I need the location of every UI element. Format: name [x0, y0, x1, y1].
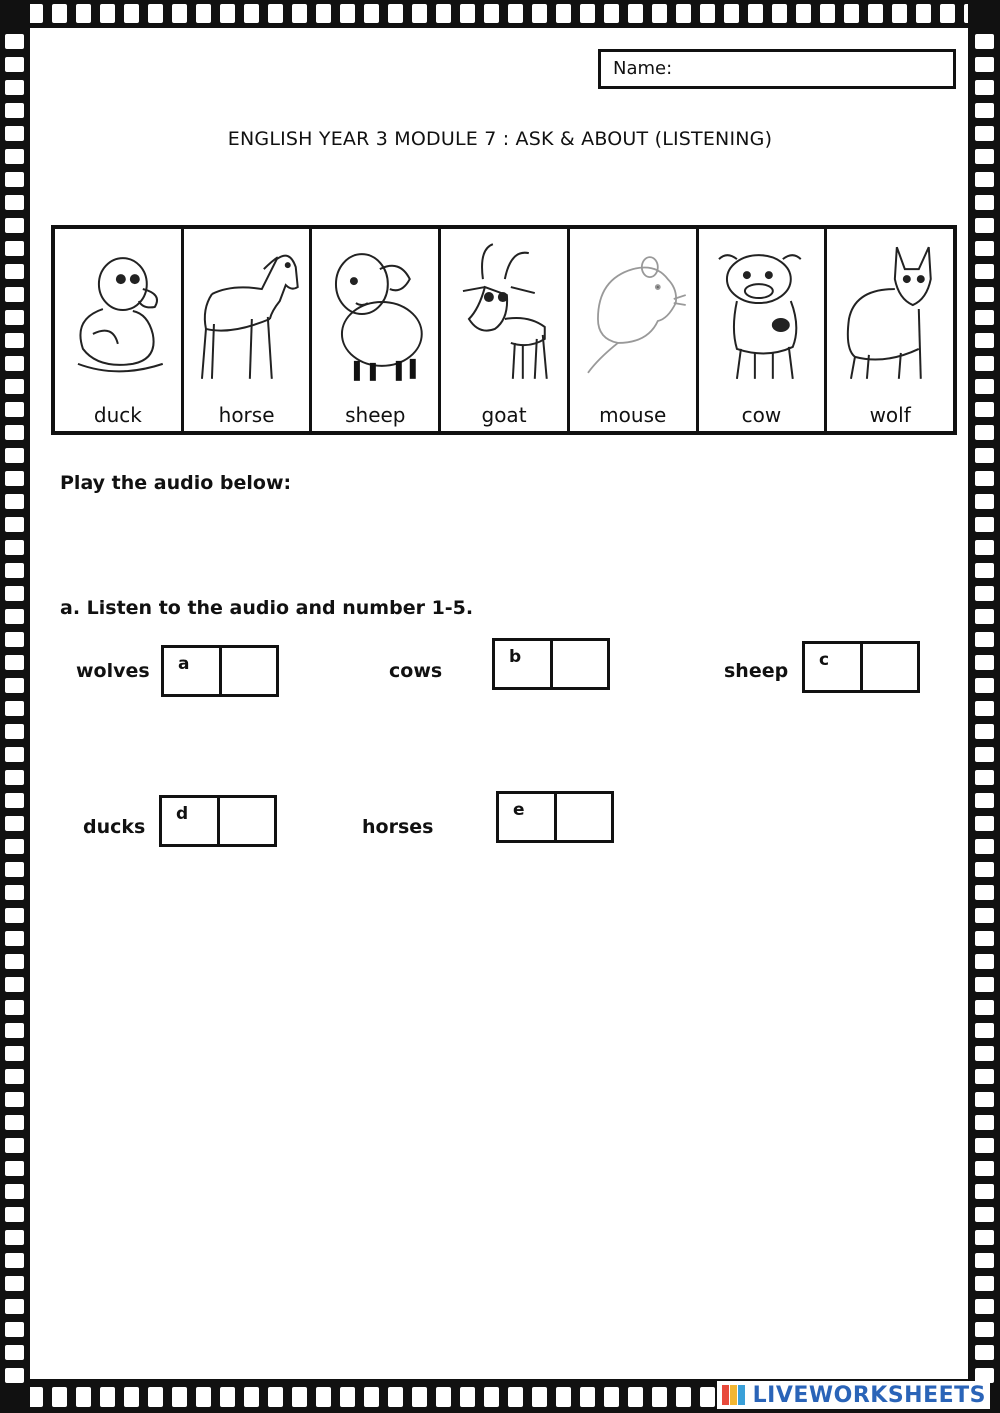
word-sheep: sheep — [724, 660, 789, 682]
left-border-decoration — [0, 0, 30, 1413]
animal-picture-strip — [51, 225, 957, 435]
animal-label: goat — [481, 403, 527, 427]
answer-letter: c — [805, 644, 863, 690]
cow-icon — [707, 235, 817, 393]
answer-input-e[interactable] — [557, 794, 611, 840]
name-label: Name: — [613, 58, 673, 79]
liveworksheets-watermark — [717, 1381, 990, 1409]
animal-label: mouse — [599, 403, 667, 427]
right-border-decoration — [968, 0, 1000, 1413]
answer-box-a — [161, 645, 279, 697]
animal-card-wolf — [827, 229, 953, 431]
animal-card-sheep — [312, 229, 441, 431]
answer-letter: e — [499, 794, 557, 840]
answer-box-e — [496, 791, 614, 843]
animal-label: horse — [218, 403, 275, 427]
word-horses: horses — [362, 816, 434, 838]
word-ducks: ducks — [83, 816, 146, 838]
watermark-text: LIVEWORKSHEETS — [752, 1382, 986, 1408]
answer-box-b — [492, 638, 610, 690]
animal-card-goat — [441, 229, 570, 431]
answer-box-c — [802, 641, 920, 693]
name-field[interactable] — [598, 49, 956, 89]
answer-letter: a — [164, 648, 222, 694]
horse-icon — [192, 235, 302, 393]
word-cows: cows — [389, 660, 443, 682]
answer-letter: b — [495, 641, 553, 687]
animal-card-mouse — [570, 229, 699, 431]
animal-label: duck — [93, 403, 142, 427]
animal-card-duck — [55, 229, 184, 431]
task-a-instruction: a. Listen to the audio and number 1-5. — [60, 597, 474, 619]
top-border-decoration — [0, 0, 1000, 28]
animal-label: wolf — [869, 403, 911, 427]
word-wolves: wolves — [76, 660, 150, 682]
goat-icon — [449, 235, 559, 393]
play-audio-instruction: Play the audio below: — [60, 472, 292, 494]
answer-letter: d — [162, 798, 220, 844]
worksheet-title: ENGLISH YEAR 3 MODULE 7 : ASK & ABOUT (LISTENING) — [227, 128, 773, 150]
answer-input-c[interactable] — [863, 644, 917, 690]
answer-input-b[interactable] — [553, 641, 607, 687]
animal-label: cow — [741, 403, 782, 427]
duck-icon — [63, 235, 173, 393]
animal-card-cow — [699, 229, 828, 431]
animal-label: sheep — [345, 403, 406, 427]
sheep-icon — [320, 235, 430, 393]
wolf-icon — [835, 235, 945, 393]
answer-input-d[interactable] — [220, 798, 274, 844]
answer-input-a[interactable] — [222, 648, 276, 694]
animal-card-horse — [184, 229, 313, 431]
answer-box-d — [159, 795, 277, 847]
mouse-icon — [578, 235, 688, 393]
liveworksheets-logo-icon — [721, 1383, 747, 1407]
